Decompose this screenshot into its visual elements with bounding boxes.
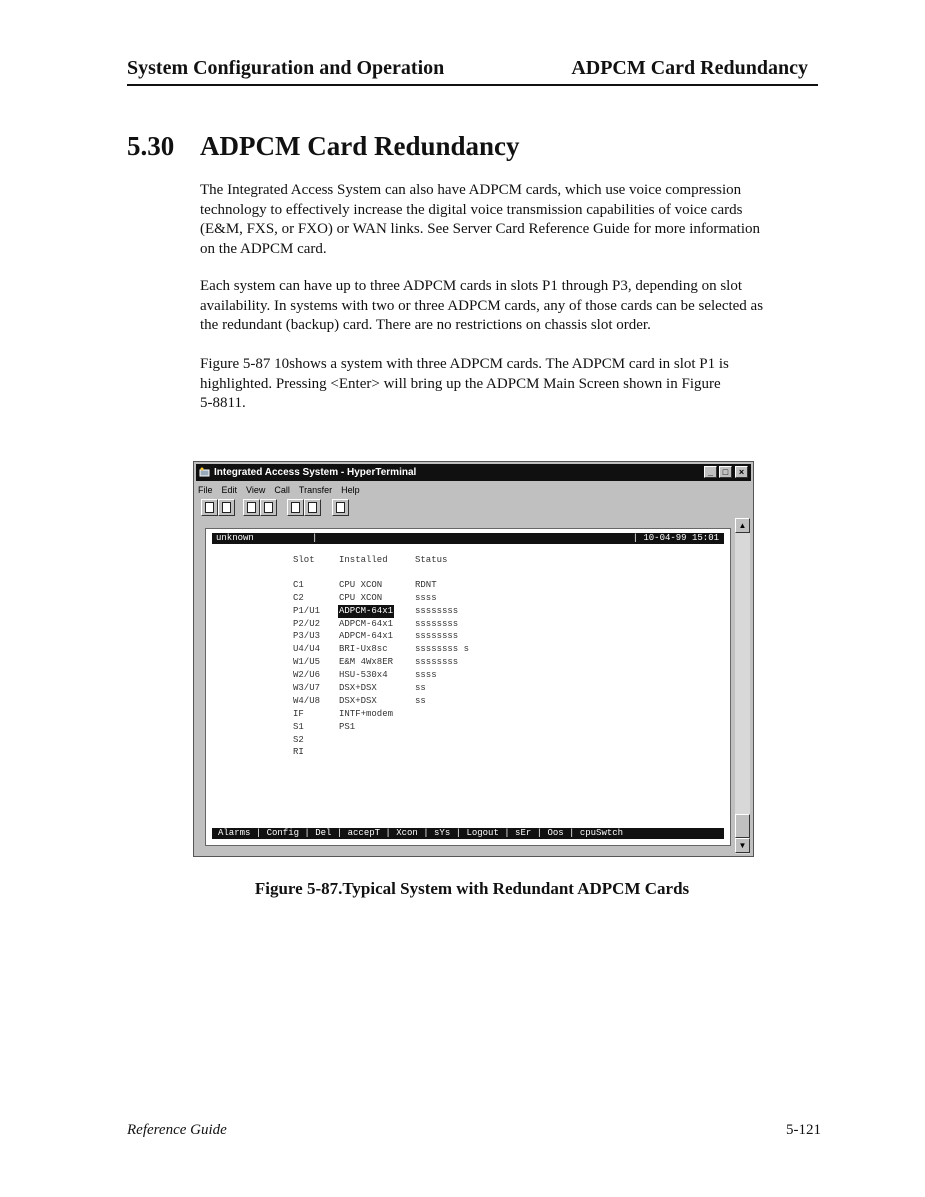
section-heading: ADPCM Card Redundancy (200, 131, 520, 161)
status-cell: ss (415, 695, 426, 706)
status-cell: RDNT (415, 579, 437, 590)
paragraph-line: the redundant (backup) card. There are no restrictions on chassis slot order. (200, 317, 651, 333)
table-row[interactable] (293, 721, 356, 734)
status-cell: ssssssss (415, 657, 459, 668)
column-header: Slot (293, 555, 315, 565)
paragraph-3 (200, 355, 820, 414)
phone-icon (199, 467, 210, 478)
installed-cell: E&M 4Wx8ER (339, 657, 394, 668)
installed-cell: INTF+modem (339, 708, 394, 719)
scroll-up-icon[interactable]: ▲ (735, 518, 750, 533)
table-row[interactable] (293, 656, 459, 669)
table-row[interactable] (293, 605, 459, 618)
table-row[interactable] (293, 669, 437, 682)
vertical-scrollbar[interactable] (735, 518, 750, 854)
paragraph-1 (200, 181, 820, 259)
paragraph-line: Each system can have up to three ADPCM cards in slots P1 through P3, depending on slot (200, 278, 743, 294)
installed-cell: ADPCM-64x1 (339, 618, 394, 629)
new-icon[interactable] (201, 499, 218, 516)
scroll-down-icon[interactable]: ▼ (735, 838, 750, 853)
slot-cell: RI (293, 747, 304, 758)
table-row[interactable] (293, 579, 437, 592)
installed-cell: DSX+DSX (339, 683, 377, 694)
scroll-thumb[interactable] (735, 814, 750, 838)
hyperterminal-window (193, 461, 754, 857)
slot-cell: C2 (293, 592, 304, 603)
slot-table (293, 554, 470, 759)
properties-icon[interactable] (332, 499, 349, 516)
installed-cell: PS1 (339, 721, 356, 732)
slot-cell: U4/U4 (293, 644, 321, 655)
status-cell: ssss (415, 670, 437, 681)
table-row[interactable] (293, 630, 459, 643)
receive-icon[interactable] (304, 499, 321, 516)
paragraph-line: on the ADPCM card. (200, 240, 327, 257)
header-left: System Configuration and Operation (127, 57, 445, 79)
maximize-button[interactable]: □ (719, 466, 732, 478)
column-header: Status (415, 555, 448, 565)
paragraph-line: technology to effectively increase the digital voice transmission capabilities of voice cards (200, 201, 743, 218)
table-row[interactable] (293, 708, 394, 721)
status-cell: ssssssss s (415, 644, 470, 655)
footer-left: Reference Guide (127, 1122, 227, 1138)
disconnect-icon[interactable] (243, 499, 260, 516)
menu-edit[interactable]: Edit (221, 485, 238, 495)
slot-cell: P2/U2 (293, 618, 321, 629)
paragraph-line: Figure 5-87 10shows a system with three ADPCM cards. The ADPCM card in slot P1 is (200, 356, 729, 372)
figure-caption: Figure 5-87.Typical System with Redundant ADPCM Cards (254, 879, 690, 898)
table-row[interactable] (293, 643, 470, 656)
table-row[interactable] (293, 734, 336, 747)
table-row[interactable] (293, 746, 336, 759)
terminal-command-bar[interactable]: Alarms | Config | Del | accepT | Xcon | sYs | Logout | sEr | Oos | cpuSwtch (212, 828, 724, 839)
slot-cell: C1 (293, 579, 304, 590)
installed-cell-selected: ADPCM-64x1 (339, 605, 394, 616)
slot-cell: S2 (293, 734, 304, 745)
page-header (127, 56, 818, 86)
menu-bar (198, 483, 369, 497)
status-cell: ssss (415, 592, 437, 603)
slot-cell: P3/U3 (293, 631, 321, 642)
slot-cell: W1/U5 (293, 657, 321, 668)
terminal-screen[interactable] (205, 528, 731, 846)
menu-file[interactable]: File (198, 485, 213, 495)
status-cell: ssssssss (415, 605, 459, 616)
slot-cell: W3/U7 (293, 683, 321, 694)
slot-cell: W2/U6 (293, 670, 321, 681)
table-row[interactable] (293, 695, 426, 708)
installed-cell: BRI-Ux8sc (339, 644, 388, 655)
section-title (127, 130, 520, 162)
status-cell: ss (415, 683, 426, 694)
slot-cell: W4/U8 (293, 695, 321, 706)
installed-cell: CPU XCON (339, 592, 383, 603)
table-row[interactable] (293, 592, 437, 605)
minimize-button[interactable]: _ (704, 466, 717, 478)
status-cell: ssssssss (415, 618, 459, 629)
slot-cell: P1/U1 (293, 605, 321, 616)
menu-help[interactable]: Help (341, 485, 360, 495)
table-row[interactable] (293, 618, 459, 631)
open-icon[interactable] (218, 499, 235, 516)
paragraph-line: (E&M, FXS, or FXO) or WAN links. See Server Card Reference Guide for more information (200, 221, 761, 237)
window-title: Integrated Access System - HyperTerminal (214, 467, 417, 478)
table-row[interactable] (293, 682, 426, 695)
terminal-separator: | (312, 533, 318, 543)
installed-cell: DSX+DSX (339, 695, 377, 706)
close-button[interactable]: × (735, 466, 748, 478)
terminal-node-name: unknown (216, 533, 254, 543)
installed-cell: CPU XCON (339, 579, 383, 590)
header-right: ADPCM Card Redundancy (571, 57, 808, 79)
paragraph-line: highlighted. Pressing <Enter> will bring up the ADPCM Main Screen shown in Figure (200, 375, 721, 392)
paragraph-line: availability. In systems with two or three ADPCM cards, any of those cards can be selected as (200, 297, 764, 314)
paragraph-line: The Integrated Access System can also have ADPCM cards, which use voice compression (200, 182, 742, 198)
installed-cell: ADPCM-64x1 (339, 631, 394, 642)
menu-transfer[interactable]: Transfer (298, 485, 333, 495)
toolbar (198, 499, 749, 519)
call-icon[interactable] (260, 499, 277, 516)
menu-view[interactable]: View (246, 485, 266, 495)
installed-cell: HSU-530x4 (339, 670, 388, 681)
page-number: 5-121 (786, 1122, 821, 1138)
section-number: 5.30 (127, 131, 175, 161)
paragraph-line: 5-8811. (200, 395, 246, 411)
slot-cell: S1 (293, 721, 304, 732)
slot-cell: IF (293, 708, 304, 719)
terminal-datetime: | 10-04-99 15:01 (632, 533, 719, 543)
window-titlebar[interactable] (196, 464, 751, 481)
column-header: Installed (339, 555, 388, 565)
paragraph-2 (200, 277, 820, 336)
send-icon[interactable] (287, 499, 304, 516)
status-cell: ssssssss (415, 631, 459, 642)
menu-call[interactable]: Call (274, 485, 290, 495)
table-header (293, 554, 448, 567)
terminal-status-bar (212, 533, 724, 544)
